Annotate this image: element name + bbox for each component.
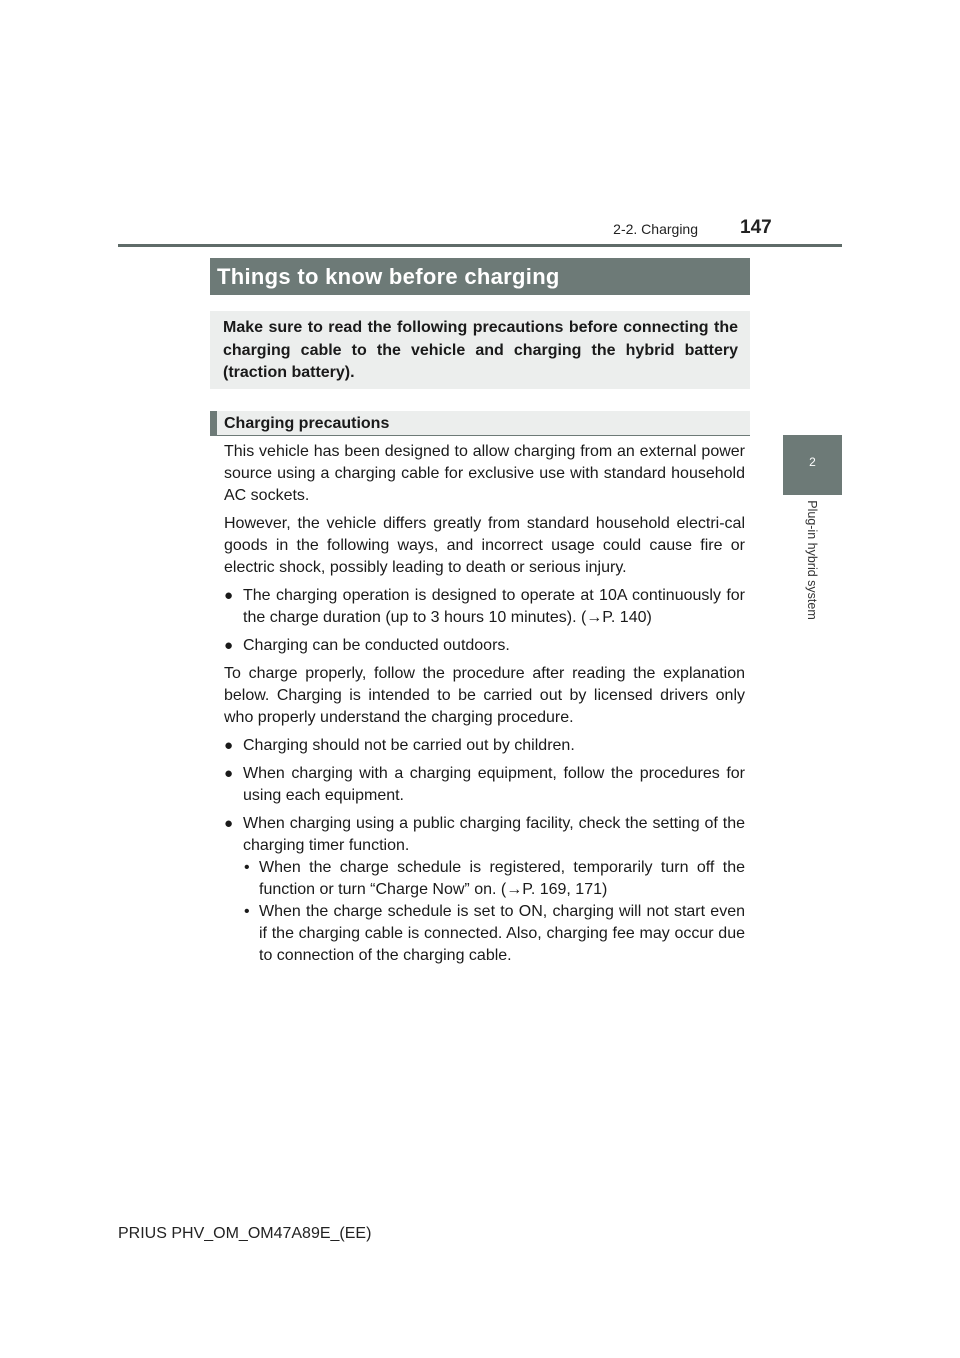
sub-bullet-item: • When the charge schedule is registered, temporarily turn off the function or turn “Charge Now” on. (→P. 169, 171): [244, 859, 745, 898]
chapter-label: Plug-in hybrid system: [805, 500, 819, 620]
bullet-item: ● The charging operation is designed to operate at 10A continuously for the charge duration (up to 3 hours 10 minutes). (→P. 140): [224, 587, 745, 626]
bullet-icon: ●: [224, 637, 234, 654]
intro-box: Make sure to read the following precautions before connecting the charging cable to the vehicle and charging the hybrid battery (traction battery).: [210, 311, 750, 389]
bullet-item: ● Charging should not be carried out by children.: [224, 735, 745, 757]
bullet-item: ● When charging using a public charging facility, check the setting of the charging timer function.: [224, 815, 745, 854]
section-title: 2-2. Charging: [613, 221, 698, 237]
page-title: Things to know before charging: [210, 258, 750, 295]
bullet-icon: ●: [224, 737, 234, 754]
bullet-icon: ●: [224, 765, 234, 782]
body-text: [224, 441, 745, 967]
bullet-item: ● When charging with a charging equipment, follow the procedures for using each equipment.: [224, 765, 745, 804]
sub-bullet-icon: •: [244, 903, 250, 920]
chapter-tab: [783, 435, 842, 495]
sub-bullet-icon: •: [244, 859, 250, 876]
subheading: Charging precautions: [210, 411, 750, 436]
chapter-number: 2: [809, 455, 816, 469]
page-number: 147: [740, 217, 772, 238]
paragraph: However, the vehicle differs greatly from standard household electri-cal goods in the following ways, and incorrect usage could cause fire or electric shock, possibly leading to death or serious injury.: [224, 515, 745, 576]
bullet-item: ● Charging can be conducted outdoors.: [224, 635, 745, 657]
paragraph: This vehicle has been designed to allow charging from an external power source using a charging cable for exclusive use with standard household AC sockets.: [224, 443, 745, 504]
bullet-icon: ●: [224, 815, 234, 832]
footer-code: PRIUS PHV_OM_OM47A89E_(EE): [118, 1225, 372, 1242]
sub-bullet-item: • When the charge schedule is set to ON, charging will not start even if the charging cable is connected. Also, charging fee may occur due to connection of the charging cable.: [244, 903, 745, 964]
bullet-icon: ●: [224, 587, 234, 604]
header-divider: [118, 244, 842, 247]
paragraph: To charge properly, follow the procedure after reading the explanation below. Charging is intended to be carried out by licensed drivers only who properly understand the charging procedure.: [224, 665, 745, 726]
